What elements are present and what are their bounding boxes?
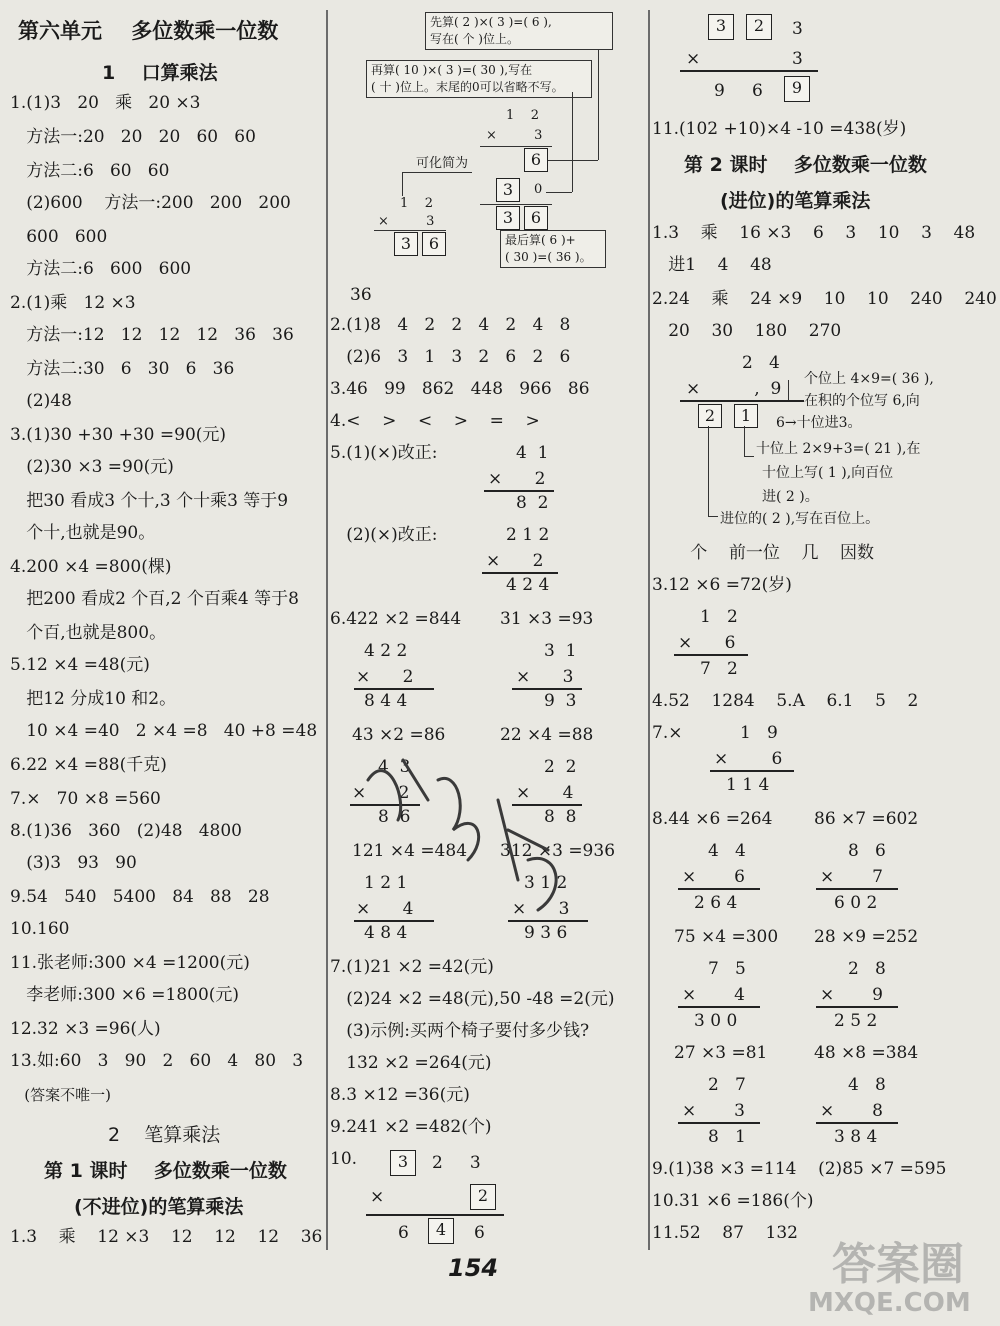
digit-box: 9 (784, 76, 810, 102)
arrow-line (548, 160, 598, 161)
answer-line: 1.3 乘 16 ×3 6 3 10 3 48 (652, 223, 976, 243)
simplify-label: 可化简为 (416, 156, 469, 171)
answer-line: 2.(1)8 4 2 2 4 2 4 8 (330, 315, 571, 335)
calc-rule (816, 1006, 898, 1008)
answer-line: 李老师:300 ×6 =1800(元) (10, 985, 240, 1005)
calc-digit: × 2 (488, 469, 546, 489)
answer-line: 11.(102 +10)×4 -10 =438(岁) (652, 119, 907, 139)
digit-box: 2 (746, 14, 772, 40)
answer-line: 11.张老师:300 ×4 =1200(元) (10, 953, 250, 973)
arrow-line (744, 456, 754, 457)
digit-box: 1 (734, 404, 758, 428)
digit-box: 6 (524, 206, 548, 230)
calc-digit: × 4 (516, 783, 574, 803)
digit-box: 3 (390, 1150, 416, 1176)
calc-digit: 8 1 (708, 1127, 746, 1147)
calc-digit: 2 3 (432, 1153, 481, 1173)
watermark-url: MXQE.COM (808, 1288, 971, 1318)
calc-digit: 3 (792, 49, 803, 69)
explanation-note: 在积的个位写 6,向 (804, 393, 920, 409)
calc-digit: × , 9 (686, 379, 782, 399)
calc-digit: × 9 (820, 985, 883, 1005)
lesson-subtitle: (不进位)的笔算乘法 (74, 1196, 244, 1218)
calc-digit: 4 4 (708, 841, 746, 861)
arrow-line (402, 172, 472, 173)
calc-digit: × 6 (678, 633, 736, 653)
calc-rule (678, 1122, 760, 1124)
answer-line: 86 ×7 =602 (814, 809, 919, 829)
arrow-line (402, 172, 403, 196)
arrow-line (708, 426, 709, 516)
calc-digit: × (686, 49, 701, 69)
calc-digit: × 6 (714, 749, 783, 769)
arrow-line (546, 192, 572, 193)
explanation-note-third: 最后算( 6 )+ ( 30 )=( 36 )。 (500, 230, 606, 268)
arrow-line (572, 92, 573, 192)
page-number: 154 (448, 1254, 499, 1282)
answer-line: (答案不唯一) (10, 1086, 112, 1104)
calc-digit: 9 3 (544, 691, 577, 711)
calc-digit: 6 (398, 1223, 409, 1243)
calc-digit: × 3 (516, 667, 574, 687)
answer-line: 8.44 ×6 =264 (652, 809, 773, 829)
calc-digit: 1 2 (506, 108, 540, 123)
answer-line: 9.54 540 5400 84 88 28 (10, 887, 270, 907)
answer-line: 6.422 ×2 =844 (330, 609, 462, 629)
calc-digit: × 4 (682, 985, 745, 1005)
answer-line: 个 前一位 几 因数 (674, 543, 875, 563)
answer-line: (2)30 ×3 =90(元) (10, 457, 174, 477)
calc-digit: 2 1 2 (506, 525, 550, 545)
middle-column (328, 0, 648, 1250)
unit-title: 第六单元 多位数乘一位数 (18, 19, 279, 43)
explanation-note: 进( 2 )。 (762, 489, 819, 505)
calc-digit: 2 6 4 (694, 893, 738, 913)
calc-rule (480, 204, 552, 205)
explanation-note: 个位上 4×9=( 36 ), (804, 371, 934, 387)
calc-digit: × 6 (682, 867, 745, 887)
arrow-line (744, 426, 745, 456)
digit-box: 2 (698, 404, 722, 428)
answer-line: 28 ×9 =252 (814, 927, 919, 947)
answer-line: 3.46 99 862 448 966 86 (330, 379, 590, 399)
calc-digit: 3 1 (544, 641, 577, 661)
answer-line: (3)3 93 90 (10, 853, 137, 873)
calc-digit: 6 0 2 (834, 893, 878, 913)
answer-line: 11.52 87 132 (652, 1223, 798, 1243)
answer-line: (3)示例:买两个椅子要付多少钱? (330, 1021, 590, 1041)
calc-digit: 2 2 (544, 757, 577, 777)
digit-box: 6 (524, 148, 548, 172)
calc-rule (816, 1122, 898, 1124)
calc-rule (480, 146, 552, 147)
answer-line: 4.52 1284 5.A 6.1 5 2 (652, 691, 919, 711)
answer-line: 20 30 180 270 (652, 321, 842, 341)
calc-digit: 1 1 4 (726, 775, 770, 795)
calc-digit: 0 (534, 182, 543, 197)
answer-line: 2.(1)乘 12 ×3 (10, 293, 136, 313)
answer-line: 8.3 ×12 =36(元) (330, 1085, 470, 1105)
answer-line: (2)600 方法一:200 200 200 (10, 193, 291, 213)
calc-rule (710, 770, 794, 772)
explanation-note-second: 再算( 10 )×( 3 )=( 30 ),写在 ( 十 )位上。末尾的0可以省略不写。 (366, 60, 592, 98)
digit-box: 4 (428, 1218, 454, 1244)
calc-digit: 8 2 (516, 493, 549, 513)
answer-line: 4.200 ×4 =800(棵) (10, 557, 172, 577)
answer-line: 5.12 ×4 =48(元) (10, 655, 150, 675)
answer-line: 4.< > < > = > (330, 411, 540, 431)
answer-line: 10. (330, 1149, 358, 1169)
answer-line: 方法二:6 60 60 (10, 161, 170, 181)
calc-digit: 3 (792, 19, 803, 39)
answer-line: 9.(1)38 ×3 =114 (2)85 ×7 =595 (652, 1159, 947, 1179)
calc-rule (680, 400, 804, 402)
calc-rule (374, 230, 446, 231)
calc-digit: 2 7 (708, 1075, 746, 1095)
calc-digit: 1 2 (700, 607, 738, 627)
answer-line: (2)(×)改正: (330, 525, 438, 545)
calc-rule (678, 1006, 760, 1008)
answer-line: 6.22 ×4 =88(千克) (10, 755, 167, 775)
answer-line: 方法一:20 20 20 60 60 (10, 127, 256, 147)
answer-line: 7.× 70 ×8 =560 (10, 789, 161, 809)
calc-digit: 8 6 (848, 841, 886, 861)
calc-digit: 3 0 0 (694, 1011, 738, 1031)
digit-box: 3 (394, 232, 418, 256)
answer-line: 75 ×4 =300 (674, 927, 779, 947)
answer-line: 22 ×4 =88 (500, 725, 594, 745)
digit-box: 2 (470, 1184, 496, 1210)
answer-line: (2)6 3 1 3 2 6 2 6 (330, 347, 571, 367)
calc-digit: × 7 (820, 867, 883, 887)
calc-digit: × 3 (486, 128, 543, 143)
calc-digit: 4 1 (516, 443, 549, 463)
answer-line: 个十,也就是90。 (10, 523, 156, 543)
explanation-note: 进位的( 2 ),写在百位上。 (720, 511, 880, 527)
lesson-title: 第 2 课时 多位数乘一位数 (684, 154, 927, 176)
calc-digit: 2 4 (742, 353, 780, 373)
calc-digit: 9 (714, 81, 725, 101)
calc-digit: 4 8 4 (364, 923, 408, 943)
digit-box: 6 (422, 232, 446, 256)
answer-line: 5.(1)(×)改正: (330, 443, 438, 463)
answer-line: 48 ×8 =384 (814, 1043, 919, 1063)
answer-line: 8.(1)36 360 (2)48 4800 (10, 821, 242, 841)
digit-box: 3 (708, 14, 734, 40)
answer-line: 方法二:6 600 600 (10, 259, 192, 279)
right-column (650, 0, 1000, 1250)
calc-digit: 4 2 2 (364, 641, 408, 661)
calc-digit: 6 (474, 1223, 485, 1243)
calc-digit: 1 2 (400, 196, 434, 211)
answer-line: 1.(1)3 20 乘 20 ×3 (10, 93, 201, 113)
watermark-logo: 答案圈 (832, 1239, 964, 1290)
digit-box: 3 (496, 178, 520, 202)
calc-digit: × 3 (682, 1101, 745, 1121)
explanation-note-first: 先算( 2 )×( 3 )=( 6 ), 写在( 个 )位上。 (425, 12, 613, 50)
answer-line: 600 600 (10, 227, 108, 247)
calc-digit: 8 8 (544, 807, 577, 827)
explanation-note: 十位上写( 1 ),向百位 (762, 465, 894, 481)
calc-rule (674, 654, 748, 656)
calc-digit: 1 2 1 (364, 873, 408, 893)
lesson-subtitle: (进位)的笔算乘法 (720, 190, 871, 212)
calc-rule (366, 1214, 504, 1216)
answer-line: 2.24 乘 24 ×9 10 10 240 240 (652, 289, 997, 309)
answer-line: 个百,也就是800。 (10, 623, 167, 643)
answer-line: 10.160 (10, 919, 70, 939)
answer-line: 132 ×2 =264(元) (330, 1053, 492, 1073)
calc-digit: 3 1 2 (524, 873, 568, 893)
answer-line: 12.32 ×3 =96(人) (10, 1019, 161, 1039)
answer-line: 把200 看成2 个百,2 个百乘4 等于8 (10, 589, 299, 609)
calc-digit: × 3 (512, 899, 570, 919)
arrow-line (788, 380, 789, 400)
explanation-note: 6→十位进3。 (776, 415, 862, 431)
answer-line: 10 ×4 =40 2 ×4 =8 40 +8 =48 (10, 721, 318, 741)
answer-line: 121 ×4 =484 (352, 841, 468, 861)
calc-rule (678, 888, 760, 890)
section-title-written: 2 笔算乘法 (108, 1124, 221, 1146)
calc-digit: × 2 (352, 783, 410, 803)
lesson-title: 第 1 课时 多位数乘一位数 (44, 1160, 287, 1182)
answer-line: 36 (350, 285, 372, 305)
digit-box: 3 (496, 206, 520, 230)
calc-digit: 2 8 (848, 959, 886, 979)
calc-digit: × 8 (820, 1101, 883, 1121)
calc-digit: × (370, 1187, 385, 1207)
answer-line: 1.3 乘 12 ×3 12 12 12 36 (10, 1227, 323, 1247)
calc-digit: 6 (752, 81, 763, 101)
calc-digit: 8 6 (378, 807, 411, 827)
answer-line: 把30 看成3 个十,3 个十乘3 等于9 (10, 491, 289, 511)
answer-line: 方法二:30 6 30 6 36 (10, 359, 235, 379)
answer-line: 31 ×3 =93 (500, 609, 594, 629)
calc-digit: 7 5 (708, 959, 746, 979)
calc-digit: 7 2 (700, 659, 738, 679)
answer-line: 13.如:60 3 90 2 60 4 80 3 (10, 1051, 304, 1071)
answer-line: 进1 4 48 (652, 255, 772, 275)
calc-digit: 2 5 2 (834, 1011, 878, 1031)
answer-line: 43 ×2 =86 (352, 725, 446, 745)
arrow-line (598, 50, 599, 160)
answer-line: 把12 分成10 和2。 (10, 689, 177, 709)
arrow-line (708, 516, 718, 517)
answer-line: 7.× (652, 723, 683, 743)
calc-digit: 4 2 4 (506, 575, 550, 595)
answer-line: 3.12 ×6 =72(岁) (652, 575, 792, 595)
calc-rule (680, 70, 818, 72)
calc-digit: 4 8 (848, 1075, 886, 1095)
answer-line: 312 ×3 =936 (500, 841, 616, 861)
calc-digit: × 2 (486, 551, 544, 571)
calc-rule (816, 888, 898, 890)
left-column (0, 0, 326, 1250)
answer-line: 10.31 ×6 =186(个) (652, 1191, 814, 1211)
calc-digit: 4 3 (378, 757, 411, 777)
answer-line: 3.(1)30 +30 +30 =90(元) (10, 425, 227, 445)
calc-digit: 9 3 6 (524, 923, 568, 943)
answer-line: (2)24 ×2 =48(元),50 -48 =2(元) (330, 989, 615, 1009)
answer-line: (2)48 (10, 391, 72, 411)
calc-digit: 1 9 (740, 723, 778, 743)
calc-digit: × 3 (378, 214, 435, 229)
answer-line: 7.(1)21 ×2 =42(元) (330, 957, 494, 977)
calc-digit: 3 8 4 (834, 1127, 878, 1147)
calc-digit: × 4 (356, 899, 414, 919)
answer-line: 方法一:12 12 12 12 36 36 (10, 325, 294, 345)
explanation-note: 十位上 2×9+3=( 21 ),在 (756, 441, 921, 457)
handwriting-scribble (358, 740, 588, 920)
calc-digit: 8 4 4 (364, 691, 408, 711)
calc-digit: × 2 (356, 667, 414, 687)
answer-line: 9.241 ×2 =482(个) (330, 1117, 492, 1137)
answer-line: 27 ×3 =81 (674, 1043, 768, 1063)
section-title-oral: 1 口算乘法 (102, 62, 218, 84)
